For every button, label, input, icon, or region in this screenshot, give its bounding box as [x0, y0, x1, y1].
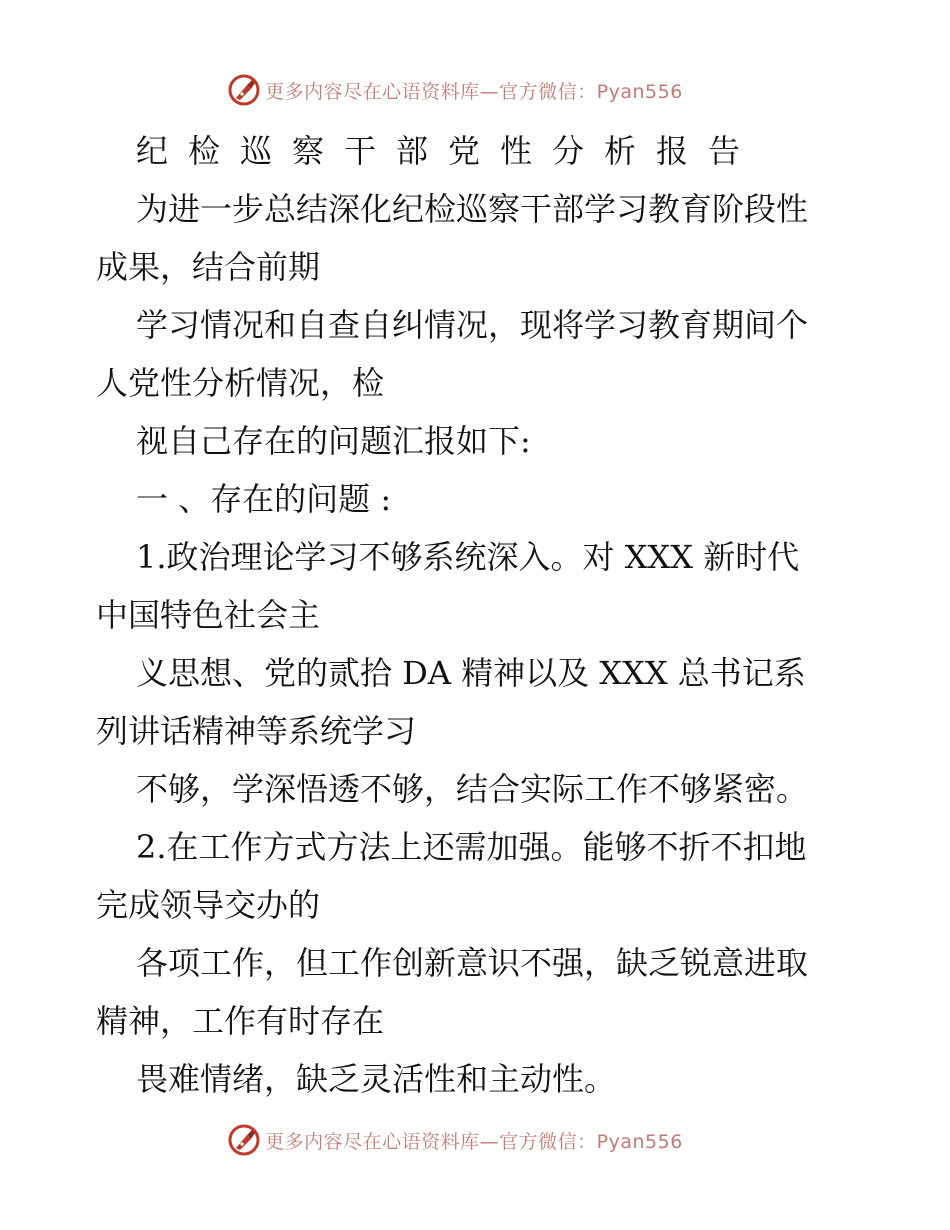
section-heading: 一 、存在的问题 :	[136, 480, 392, 518]
watermark-text: 更多内容尽在心语资料库—官方微信：Pyan556	[265, 80, 683, 103]
paragraph-line: 精神，工作有时存在	[96, 1002, 385, 1040]
paragraph-line: 人党性分析情况，检	[96, 364, 385, 402]
pen-nib-logo-icon	[227, 73, 261, 107]
paragraph-line: 为进一步总结深化纪检巡察干部学习教育阶段性	[136, 190, 809, 228]
paragraph-line: 完成领导交办的	[96, 886, 321, 924]
paragraph-line: 1.政治理论学习不够系统深入。对 XXX 新时代	[136, 538, 800, 576]
header-watermark-banner	[0, 70, 950, 110]
paragraph-line: 2.在工作方式方法上还需加强。能够不折不扣地	[136, 828, 807, 866]
paragraph-line: 畏难情绪，缺乏灵活性和主动性。	[136, 1060, 617, 1098]
document-body	[96, 122, 856, 1108]
watermark-text: 更多内容尽在心语资料库—官方微信：Pyan556	[265, 1130, 683, 1153]
pen-nib-logo-icon	[227, 1123, 261, 1157]
paragraph-line: 成果，结合前期	[96, 248, 321, 286]
paragraph-line: 列讲话精神等系统学习	[96, 712, 417, 750]
document-title: 纪检巡察干部党性分析报告	[136, 132, 761, 170]
paragraph-line: 不够，学深悟透不够，结合实际工作不够紧密。	[136, 770, 809, 808]
paragraph-line: 视自己存在的问题汇报如下:	[136, 422, 531, 460]
paragraph-line: 中国特色社会主	[96, 596, 321, 634]
paragraph-line: 学习情况和自查自纠情况，现将学习教育期间个	[136, 306, 809, 344]
paragraph-line: 各项工作，但工作创新意识不强，缺乏锐意进取	[136, 944, 809, 982]
paragraph-line: 义思想、党的贰拾 DA 精神以及 XXX 总书记系	[136, 654, 806, 692]
footer-watermark-banner	[0, 1120, 950, 1160]
